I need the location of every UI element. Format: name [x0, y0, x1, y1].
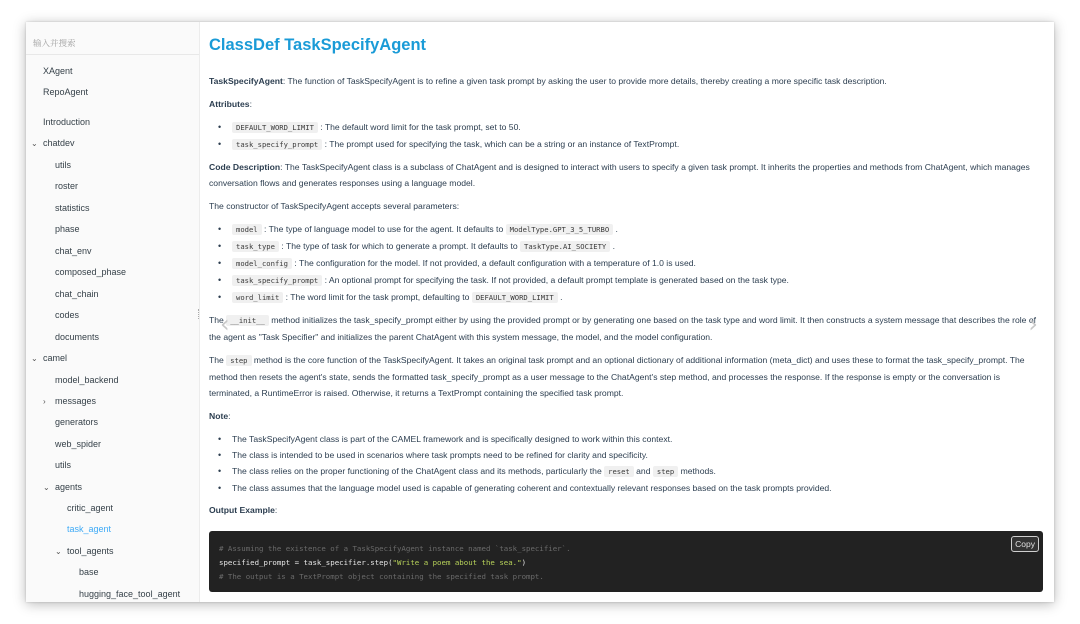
- sidebar-item[interactable]: [55, 417, 98, 427]
- sidebar-item-label: agents: [55, 482, 83, 492]
- sidebar-item-label: web_spider: [55, 439, 102, 449]
- app-window: [26, 22, 1054, 602]
- sidebar-item[interactable]: [43, 66, 73, 76]
- list-item-text: : The type of language model to use for the agent. It defaults to: [264, 224, 506, 234]
- list-item-text: : The type of task for which to generate a prompt. It defaults to: [281, 241, 521, 251]
- list-item: [209, 463, 1044, 480]
- chevron-down-icon[interactable]: ⌄: [31, 139, 38, 148]
- sidebar-item[interactable]: [55, 375, 119, 385]
- search-input[interactable]: [33, 39, 193, 49]
- sidebar-item[interactable]: [43, 482, 82, 492]
- sidebar-item[interactable]: [79, 567, 99, 577]
- sidebar-item[interactable]: [55, 439, 101, 449]
- sidebar-item[interactable]: [55, 246, 92, 256]
- sidebar-item[interactable]: [55, 203, 90, 213]
- sidebar-item-label: statistics: [55, 203, 90, 213]
- list-item-text: : The word limit for the task prompt, defaulting to: [285, 292, 472, 302]
- copy-button[interactable]: Copy: [1011, 536, 1039, 552]
- list-item-text: methods.: [680, 466, 716, 476]
- list-item: [209, 221, 1044, 238]
- list-item-text: : The prompt used for specifying the task, which can be a string or an instance of TextPrompt.: [324, 139, 680, 149]
- page-title: ClassDef TaskSpecifyAgent: [209, 36, 427, 54]
- init-paragraph: [209, 312, 1044, 345]
- sidebar-item[interactable]: [43, 117, 90, 127]
- sidebar-item[interactable]: [43, 396, 96, 406]
- list-item-text: : The default word limit for the task prompt, set to 50.: [320, 122, 521, 132]
- sidebar-item[interactable]: [31, 353, 67, 363]
- step-paragraph: [209, 352, 1044, 401]
- note-heading-text: Note: [209, 411, 229, 421]
- list-item-tail: .: [615, 224, 618, 234]
- note-heading: [209, 408, 1044, 424]
- output-heading: [209, 502, 1044, 518]
- sidebar-item[interactable]: [67, 524, 111, 534]
- inline-code: word_limit: [232, 292, 283, 303]
- list-item: [209, 119, 1044, 136]
- params-list: [209, 221, 1044, 306]
- sidebar-item[interactable]: [55, 224, 80, 234]
- sidebar-item-label: camel: [43, 353, 68, 363]
- sidebar-item-label: Introduction: [43, 117, 91, 127]
- inline-code: step: [226, 355, 251, 366]
- heading-colon: :: [274, 505, 278, 515]
- list-item-text: : The configuration for the model. If not provided, a default configuration with a temperature of 1.0 is used.: [294, 258, 696, 268]
- list-item-text: The class relies on the proper functioning of the ChatAgent class and its methods, particularly the: [232, 466, 605, 476]
- sidebar-item[interactable]: [55, 267, 126, 277]
- sidebar-item-label: chat_chain: [55, 289, 99, 299]
- sidebar-item[interactable]: [55, 460, 71, 470]
- inline-code: model: [232, 224, 262, 235]
- prev-page-arrow[interactable]: ‹: [220, 310, 230, 338]
- sidebar-item-label: documents: [55, 332, 100, 342]
- constructor-paragraph: The constructor of TaskSpecifyAgent accepts several parameters:: [209, 201, 460, 211]
- sidebar-item-label: XAgent: [43, 66, 73, 76]
- sidebar-item-label: task_agent: [67, 524, 112, 534]
- step-text: method is the core function of the TaskSpecifyAgent. It takes an original task prompt and an optional dictionary of additional information (meta_dict) and uses these to format the task_specify_prompt. The method then resets the agent's state, sends the formatted task_specify_prompt as a user message to the ChatAgent's step method, and processes the response. If the response is empty or the conversation is terminated, a RuntimeError is raised. Otherwise, it returns a TextPrompt containing the specified task prompt.: [209, 355, 1025, 398]
- chevron-right-icon[interactable]: ›: [43, 397, 46, 406]
- sidebar-item[interactable]: [31, 138, 75, 148]
- inline-code: step: [653, 466, 678, 477]
- list-item: • The class is intended to be used in scenarios where task prompts need to be refined for clarity and specificity.: [209, 447, 1044, 463]
- inline-code: task_specify_prompt: [232, 139, 322, 150]
- heading-colon: :: [228, 411, 231, 421]
- attributes-heading: [209, 96, 1044, 112]
- search-bar: [26, 22, 199, 55]
- sidebar-item[interactable]: [55, 546, 114, 556]
- intro-paragraph: [209, 73, 1044, 89]
- inline-code: DEFAULT_WORD_LIMIT: [232, 122, 318, 133]
- chevron-down-icon[interactable]: ⌄: [31, 354, 38, 363]
- code-string: "Write a poem about the sea.": [392, 558, 522, 567]
- sidebar-item-label: chatdev: [43, 138, 75, 148]
- next-page-arrow[interactable]: ›: [1028, 310, 1038, 338]
- init-pre: The: [209, 315, 224, 325]
- inline-code: task_type: [232, 241, 279, 252]
- attributes-list: [209, 119, 1044, 153]
- code-comment: # Assuming the existence of a TaskSpecifyAgent instance named `task_specifier`.: [219, 544, 571, 553]
- list-item-text: and: [636, 466, 651, 476]
- step-pre: The: [209, 355, 224, 365]
- sidebar-item[interactable]: [55, 289, 99, 299]
- init-text: method initializes the task_specify_prompt either by using the provided prompt or by generating one based on the task type and word limit. It then constructs a system message that describes the role of the agent as "Task Specifier" and initializes the parent ChatAgent with this system message, the model, and the model configuration.: [209, 315, 1036, 342]
- list-item: [209, 289, 1044, 306]
- sidebar-item-label: chat_env: [55, 246, 92, 256]
- list-item: [209, 136, 1044, 153]
- list-item-tail: .: [560, 292, 563, 302]
- inline-code: DEFAULT_WORD_LIMIT: [472, 292, 558, 303]
- sidebar-item[interactable]: [79, 589, 180, 599]
- sidebar-item-label: messages: [55, 396, 97, 406]
- sidebar-item-label: critic_agent: [67, 503, 114, 513]
- sidebar-item-label: model_backend: [55, 375, 119, 385]
- sidebar-item[interactable]: [67, 503, 113, 513]
- sidebar-item-label: tool_agents: [67, 546, 114, 556]
- attributes-heading-text: Attributes: [209, 99, 250, 109]
- code-comment: # The output is a TextPrompt object containing the specified task prompt.: [219, 572, 544, 581]
- notes-list: [209, 431, 1044, 496]
- intro-text: : The function of TaskSpecifyAgent is to refine a given task prompt by asking the user to provide more details, thereby creating a more specific task description.: [282, 76, 887, 86]
- code-text: ): [521, 558, 527, 567]
- chevron-down-icon[interactable]: ⌄: [55, 547, 62, 556]
- inline-code: TaskType.AI_SOCIETY: [520, 241, 610, 252]
- inline-code: model_config: [232, 258, 292, 269]
- sidebar-item-label: roster: [55, 181, 79, 191]
- sidebar-item[interactable]: [55, 332, 99, 342]
- inline-code: ModelType.GPT_3_5_TURBO: [506, 224, 614, 235]
- list-item-tail: .: [612, 241, 616, 251]
- sidebar-item[interactable]: [55, 310, 79, 320]
- list-item: [209, 255, 1044, 272]
- intro-term: TaskSpecifyAgent: [209, 76, 283, 86]
- sidebar-item-label: RepoAgent: [43, 87, 89, 97]
- sidebar-item-label: utils: [55, 460, 72, 470]
- inline-code: task_specify_prompt: [232, 275, 322, 286]
- list-item: [209, 238, 1044, 255]
- sidebar-item[interactable]: [55, 160, 71, 170]
- code-line: [219, 556, 1033, 570]
- sidebar-item-label: base: [79, 567, 99, 577]
- heading-colon: :: [249, 99, 252, 109]
- sidebar-item[interactable]: [55, 181, 78, 191]
- list-item: [209, 272, 1044, 289]
- code-text: specified_prompt = task_specifier.step(: [219, 558, 393, 567]
- sidebar: [26, 22, 200, 602]
- list-item: • The class assumes that the language model used is capable of generating coherent and contextually relevant responses based on the task prompts provided.: [209, 480, 1044, 496]
- sidebar-item-label: hugging_face_tool_agent: [79, 589, 181, 599]
- sidebar-item-label: generators: [55, 417, 99, 427]
- list-item-text: : An optional prompt for specifying the task. If not provided, a default prompt template is generated based on the task type.: [324, 275, 789, 285]
- code-description-term: Code Description: [209, 162, 281, 172]
- output-heading-text: Output Example: [209, 505, 275, 515]
- doc-content: [200, 22, 1054, 602]
- sidebar-item-label: codes: [55, 310, 80, 320]
- sidebar-item-label: phase: [55, 224, 80, 234]
- code-description-paragraph: [209, 159, 1044, 191]
- sidebar-item[interactable]: [43, 87, 88, 97]
- sidebar-item-label: composed_phase: [55, 267, 127, 277]
- list-item: • The TaskSpecifyAgent class is part of the CAMEL framework and is specifically designed to work within this context.: [209, 431, 1044, 447]
- code-description-text: : The TaskSpecifyAgent class is a subclass of ChatAgent and is designed to interact with users to specify a given task prompt. It inherits the properties and methods from ChatAgent, which manages conversation flows and generates responses using a language model.: [209, 162, 1030, 188]
- inline-code: __init__: [226, 315, 269, 326]
- inline-code: reset: [604, 466, 634, 477]
- sidebar-item-label: utils: [55, 160, 72, 170]
- chevron-down-icon[interactable]: ⌄: [43, 483, 50, 492]
- code-block: [209, 531, 1043, 592]
